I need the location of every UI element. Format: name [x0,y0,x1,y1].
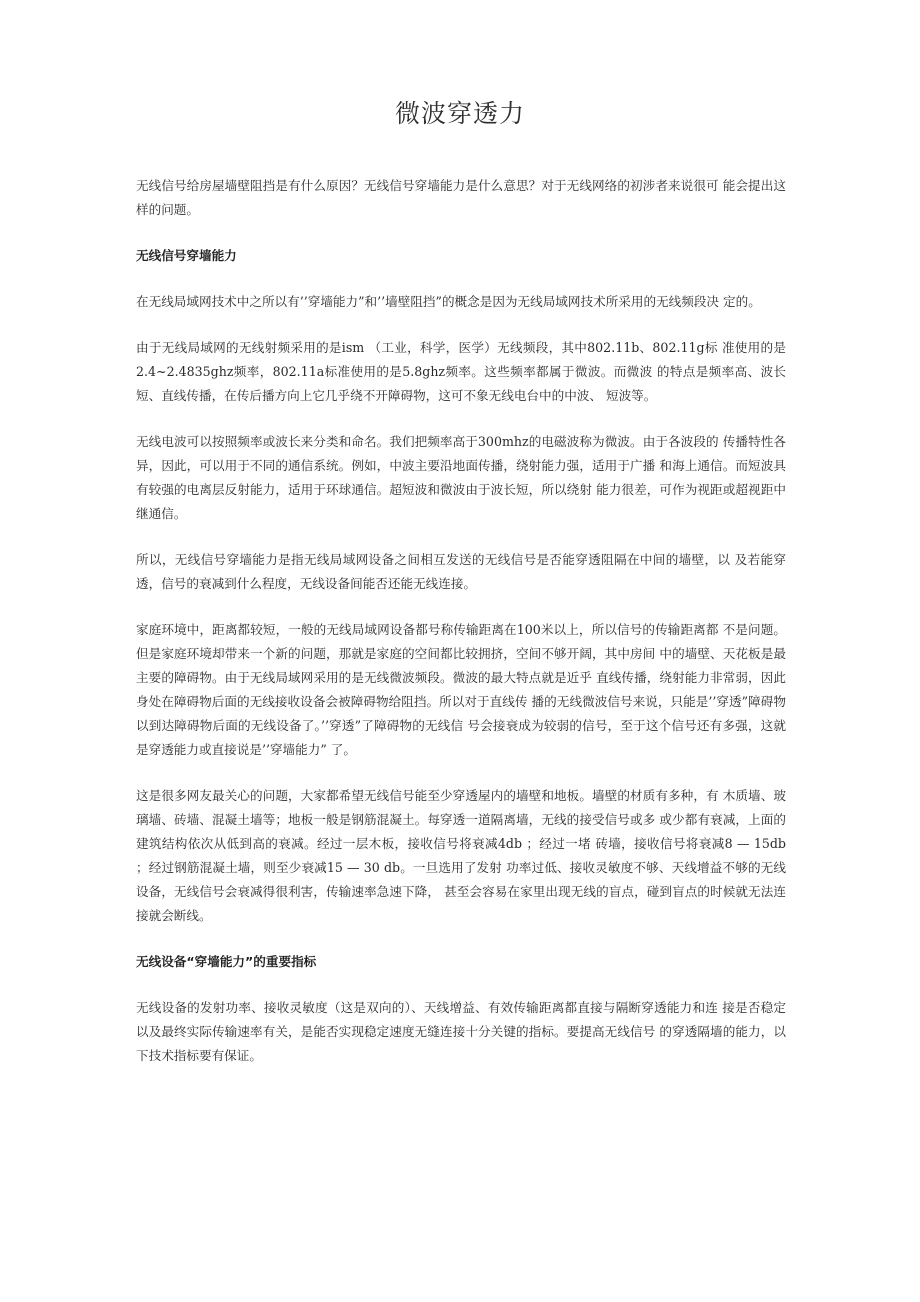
section-heading: 无线设备“穿墙能力”的重要指标 [136,954,317,969]
paragraph: 无线电波可以按照频率或波长来分类和命名。我们把频率高于300mhz的电磁波称为微波。由于各波段的 传播特性各异，因此，可以用于不同的通信系统。例如，中波主要沿地面传播，绕射能力强，适用于广播 和海上通信。而短波具有较强的电离层反射能力，适用于环球通信。超短波和微波由于波长短，所以绕射 能力很差，可作为视距或超视距中继通信。 [136,434,786,521]
paragraph: 所以，无线信号穿墙能力是指无线局域网设备之间相互发送的无线信号是否能穿透阻隔在中间的墙壁，以 及若能穿透，信号的衰减到什么程度，无线设备间能否还能无线连接。 [136,552,786,591]
paragraph: 无线信号给房屋墙壁阻挡是有什么原因？无线信号穿墙能力是什么意思？对于无线网络的初涉者来说很可 能会提出这样的问题。 [136,178,786,217]
section-heading: 无线信号穿墙能力 [136,248,237,263]
document-body [136,174,786,1090]
paragraph: 家庭环境中，距离都较短，一般的无线局域网设备都号称传输距离在100米以上，所以信号的传输距离都 不是问题。但是家庭环境却带来一个新的问题，那就是家庭的空间都比较拥挤，空间不够开阔，其中房间 中的墙壁、天花板是最主要的障碍物。由于无线局域网采用的是无线微波频段。微波的最大特点就是近乎 直线传播，绕射能力非常弱，因此身处在障碍物后面的无线接收设备会被障碍物给阻挡。所以对于直线传 播的无线微波信号来说，只能是’’穿透”障碍物以到达障碍物后面的无线设备了。’’穿透”了障碍物的无线信 号会接衰成为较弱的信号，至于这个信号还有多强，这就是穿透能力或直接说是’’穿墙能力” 了。 [136,622,786,757]
paragraph: 由于无线局域网的无线射频采用的是ism （工业，科学，医学）无线频段，其中802.11b、802.11g标 准使用的是2.4~2.4835ghz频率，802.11a标准使用的是5.8ghz频率。这些频率都属于微波。而微波 的特点是频率高、波长短、直线传播，在传后播方向上它几乎绕不开障碍物，这可不象无线电台中的中波、 短波等。 [136,340,786,403]
paragraph: 在无线局域网技术中之所以有’’穿墙能力”和’’墙壁阻挡”的概念是因为无线局域网技术所采用的无线频段决 定的。 [136,294,761,309]
paragraph: 这是很多网友最关心的问题，大家都希望无线信号能至少穿透屋内的墙壁和地板。墙壁的材质有多种，有 木质墙、玻璃墙、砖墙、混凝土墙等；地板一般是钢筋混凝土。每穿透一道隔离墙，无线的接受信号或多 或少都有衰减，上面的建筑结构依次从低到高的衰减。经过一层木板，接收信号将衰减4db ；经过一堵 砖墙，接收信号将衰减8 — 15db ；经过钢筋混凝土墙，则至少衰减15 — 30 db。一旦选用了发射 功率过低、接收灵敏度不够、天线增益不够的无线设备，无线信号会衰减得很利害，传输速率急速下降， 甚至会容易在家里出现无线的盲点，碰到盲点的时候就无法连接就会断线。 [136,788,786,923]
paragraph: 无线设备的发射功率、接收灵敏度（这是双向的）、天线增益、有效传输距离都直接与隔断穿透能力和连 接是否稳定以及最终实际传输速率有关，是能否实现稳定速度无缝连接十分关键的指标。要提高无线信号 的穿透隔墙的能力，以下技术指标要有保证。 [136,1000,786,1063]
page-title: 微波穿透力 [394,99,525,128]
